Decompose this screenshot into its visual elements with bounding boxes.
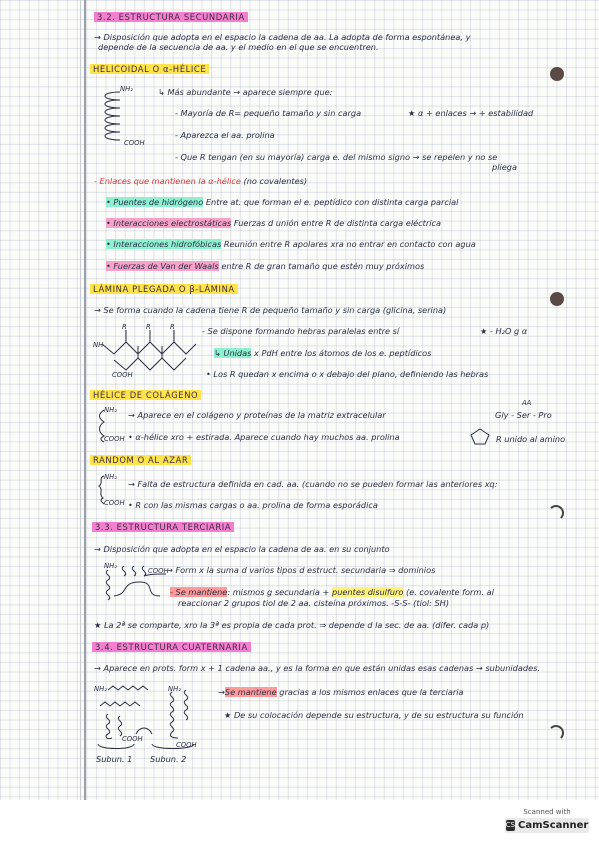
camscanner-name: CamScanner xyxy=(518,820,589,831)
nh2-label: NH₂ xyxy=(104,473,117,481)
subunit-brackets xyxy=(94,742,204,754)
colageno-text: → Aparece en el colágeno y proteínas de la matriz extracelular xyxy=(128,410,386,420)
lamina-text: ↳ Unidas x PdH entre los átomos de los e. peptídicos xyxy=(214,348,432,358)
enlaces-heading: - Enlaces que mantienen la α-hélice (no covalentes) xyxy=(94,176,308,186)
alpha-helix-drawing xyxy=(96,90,126,148)
intro-text: → Disposición que adopta en el espacio la cadena de aa. La adopta de forma espontánea, y xyxy=(94,32,471,42)
punch-hole xyxy=(548,505,564,521)
ring-note: R unido al amino xyxy=(496,434,566,444)
subsection-title-random: RANDOM O AL AZAR xyxy=(90,455,191,465)
cuaternaria-text: → Aparece en prots. form x + 1 cadena aa., y es la forma en que están unidas esas cadenas → subunidades. xyxy=(94,663,540,673)
camscanner-logo-icon: CS xyxy=(505,821,515,829)
terciaria-text: - Se mantiene: mismos g secundaria + puentes disulfuro (e. covalente form. al xyxy=(170,587,494,597)
cooh-label: COOH xyxy=(104,435,125,443)
subsection-title-lamina: LÁMINA PLEGADA O β-LÁMINA xyxy=(90,284,238,294)
nh2-label: NH₂ xyxy=(104,562,117,570)
bond-hydrophobic: • Interacciones hidrofóbicas Reunión entre R apolares xra no entrar en contacto con agua xyxy=(106,239,476,249)
helice-text: - Mayoría de R= pequeño tamaño y sin carga xyxy=(175,108,362,118)
punch-hole xyxy=(550,67,564,81)
random-text: → Falta de estructura definida en cad. aa. (cuando no se pueden formar las anteriores xq: xyxy=(128,479,498,489)
bond-van-der-waals: • Fuerzas de Van der Waals entre R de gran tamaño que estén muy próximos xyxy=(106,261,425,271)
nh2-label: NH₂ xyxy=(94,685,107,693)
helice-text: - Aparezca el aa. prolina xyxy=(175,130,275,140)
bond-electrostatic: • Interacciones electrostáticas Fuerzas d unión entre R de distinta carga eléctrica xyxy=(106,218,442,228)
aa-label: AA xyxy=(522,399,532,407)
section-title-cuaternaria: 3.4. ESTRUCTURA CUATERNARIA xyxy=(92,642,251,652)
helice-text: pliega xyxy=(492,162,517,172)
lamina-text: • Los R quedan x encima o x debajo del plano, definiendo las hebras xyxy=(206,369,489,379)
bond-hydrogen: • Puentes de hidrógeno Entre at. que forman el e. peptídico con distinta carga parcial xyxy=(106,197,459,207)
subsection-title-colageno: HÉLICE DE COLÁGENO xyxy=(90,390,201,400)
subsection-title-helice: HELICOIDAL O α-HÉLICE xyxy=(90,64,209,74)
nh2-label: NH₂ xyxy=(120,85,133,93)
r-label: R xyxy=(170,323,175,331)
margin-line xyxy=(84,0,86,800)
cooh-label: COOH xyxy=(176,741,197,749)
cooh-label: COOH xyxy=(104,499,125,507)
subunit-label: Subun. 1 xyxy=(96,754,133,764)
punch-hole xyxy=(548,725,564,741)
cuaternaria-text: ★ De su colocación depende su estructura, y de su estructura su función xyxy=(224,710,524,720)
amino-sequence: Gly - Ser - Pro xyxy=(495,410,552,420)
helice-note: ★ α + enlaces → + estabilidad xyxy=(408,108,534,118)
cuaternaria-text: →Se mantiene gracias a los mismos enlaces que la terciaria xyxy=(218,687,464,697)
cooh-label: COOH xyxy=(112,371,133,379)
nh2-label: NH₂ xyxy=(168,685,181,693)
random-text: • R con las mismas cargas o aa. prolina de forma esporádica xyxy=(128,500,378,510)
punch-hole xyxy=(550,292,564,306)
terciaria-text: reaccionar 2 grupos tiol de 2 aa. cisteína próximos. -S-S- (tiol: SH) xyxy=(178,598,450,608)
margin-line-inner xyxy=(80,0,81,800)
helice-text: - Que R tengan (en su mayoría) carga e. del mismo signo → se repelen y no se xyxy=(175,152,498,162)
terciaria-text: → Form x la suma d varios tipos d estruct. secundaria ⇒ dominios xyxy=(166,565,436,575)
camscanner-badge xyxy=(505,818,589,833)
lamina-note: ★ - H₂O g α xyxy=(480,326,528,336)
scanner-watermark xyxy=(505,808,589,840)
intro-text: depende de la secuencia de aa. y el medio en el que se encuentren. xyxy=(98,42,379,52)
helice-text: ↳ Más abundante → aparece siempre que: xyxy=(158,87,333,97)
scanned-with-text: Scanned with xyxy=(523,808,571,816)
terciaria-note: ★ La 2ª se comparte, xro la 3ª es propia de cada prot. ⇒ depende d la sec. de aa. (difer. cada p) xyxy=(94,620,490,630)
cooh-label: COOH xyxy=(122,735,143,743)
section-title-terciaria: 3.3. ESTRUCTURA TERCIARIA xyxy=(92,522,234,532)
cooh-label: COOH xyxy=(148,567,169,575)
r-label: R xyxy=(122,323,127,331)
nh2-label: NH₂ xyxy=(104,406,117,414)
cooh-label: COOH xyxy=(124,139,145,147)
colageno-text: • α-hélice xro + estirada. Aparece cuando hay muchos aa. prolina xyxy=(128,432,400,442)
proline-ring-icon xyxy=(470,428,490,446)
nh-label: NH xyxy=(93,341,104,349)
lamina-text: - Se dispone formando hebras paralelas entre sí xyxy=(202,326,400,336)
terciaria-text: → Disposición que adopta en el espacio la cadena de aa. en su conjunto xyxy=(94,544,390,554)
r-label: R xyxy=(146,323,151,331)
subunit-label: Subun. 2 xyxy=(150,754,187,764)
section-title-secundaria: 3.2. ESTRUCTURA SECUNDARIA xyxy=(94,12,248,22)
lamina-text: → Se forma cuando la cadena tiene R de pequeño tamaño y sin carga (glicina, serina) xyxy=(94,305,447,315)
quaternary-structure-drawing xyxy=(100,680,220,750)
